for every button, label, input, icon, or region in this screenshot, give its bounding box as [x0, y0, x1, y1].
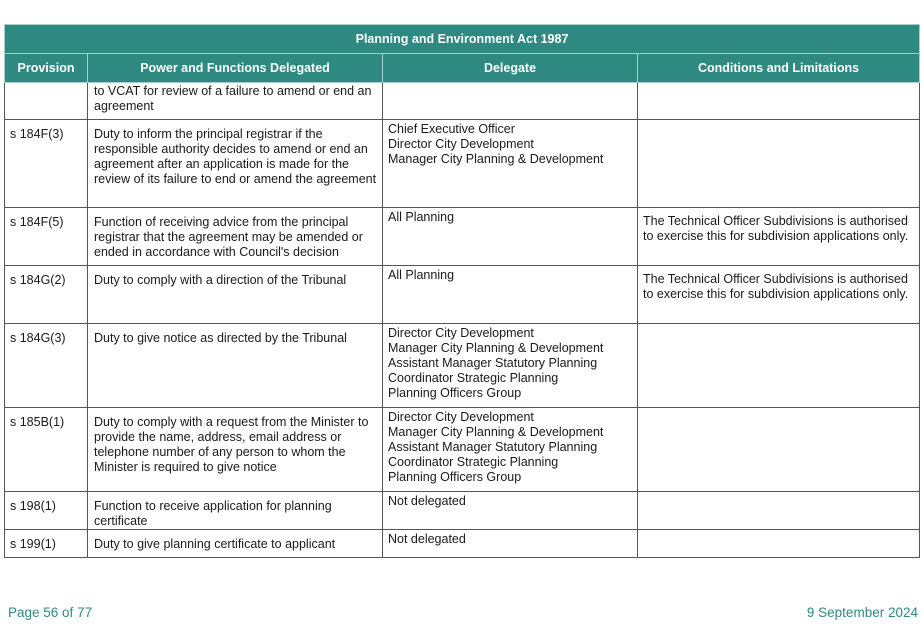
delegate-item: Planning Officers Group	[388, 386, 522, 400]
table-row	[5, 120, 920, 208]
delegate-item: Planning Officers Group	[388, 470, 522, 484]
delegate-item: Director City Development	[388, 410, 534, 424]
conditions-cell: The Technical Officer Subdivisions is authorised to exercise this for subdivision applications only.	[638, 266, 920, 324]
delegate-item: Director City Development	[388, 326, 534, 340]
table-row	[5, 408, 920, 492]
power-cell: Duty to comply with a direction of the Tribunal	[88, 266, 383, 324]
delegate-item: Not delegated	[388, 494, 466, 508]
table-row	[5, 208, 920, 266]
column-header-power: Power and Functions Delegated	[88, 54, 383, 83]
table-title: Planning and Environment Act 1987	[5, 25, 920, 54]
table-row	[5, 530, 920, 558]
table-row	[5, 492, 920, 530]
provision-cell: s 185B(1)	[5, 408, 88, 492]
delegate-item: Assistant Manager Statutory Planning	[388, 440, 598, 454]
table-row	[5, 324, 920, 408]
delegate-item: All Planning	[388, 210, 455, 224]
delegate-item: Coordinator Strategic Planning	[388, 371, 559, 385]
delegation-table	[4, 24, 920, 558]
provision-cell: s 199(1)	[5, 530, 88, 558]
delegate-item: Manager City Planning & Development	[388, 152, 604, 166]
conditions-cell	[638, 408, 920, 492]
delegate-item: Coordinator Strategic Planning	[388, 455, 559, 469]
delegate-cell	[383, 83, 638, 120]
power-cell: to VCAT for review of a failure to amend or end an agreement	[88, 83, 383, 120]
power-cell: Duty to comply with a request from the Minister to provide the name, address, email address or telephone number of any person to whom the Minister is required to give notice	[88, 408, 383, 492]
column-header-delegate: Delegate	[383, 54, 638, 83]
document-date: 9 September 2024	[806, 605, 918, 620]
provision-cell: s 184G(2)	[5, 266, 88, 324]
provision-cell: s 184F(5)	[5, 208, 88, 266]
delegate-cell	[383, 408, 638, 492]
conditions-cell	[638, 324, 920, 408]
power-cell: Duty to inform the principal registrar if the responsible authority decides to amend or end an agreement after an application is made for the review of its failure to end or amend the agreement	[88, 120, 383, 208]
provision-cell: s 198(1)	[5, 492, 88, 530]
delegate-cell	[383, 120, 638, 208]
delegate-cell	[383, 492, 638, 530]
power-cell: Function of receiving advice from the principal registrar that the agreement may be amended or ended in accordance with Council's decision	[88, 208, 383, 266]
provision-cell: s 184G(3)	[5, 324, 88, 408]
conditions-cell	[638, 492, 920, 530]
column-header-provision: Provision	[5, 54, 88, 83]
power-cell: Duty to give notice as directed by the Tribunal	[88, 324, 383, 408]
conditions-cell: The Technical Officer Subdivisions is authorised to exercise this for subdivision applications only.	[638, 208, 920, 266]
delegate-cell	[383, 208, 638, 266]
column-header-conditions: Conditions and Limitations	[638, 54, 920, 83]
delegate-item: All Planning	[388, 268, 455, 282]
delegate-cell	[383, 266, 638, 324]
page-number: Page 56 of 77	[8, 605, 93, 620]
provision-cell	[5, 83, 88, 120]
conditions-cell	[638, 83, 920, 120]
delegate-cell	[383, 324, 638, 408]
delegate-cell	[383, 530, 638, 558]
provision-cell: s 184F(3)	[5, 120, 88, 208]
power-cell: Function to receive application for planning certificate	[88, 492, 383, 530]
delegate-item: Manager City Planning & Development	[388, 425, 604, 439]
delegate-item: Assistant Manager Statutory Planning	[388, 356, 598, 370]
conditions-cell	[638, 120, 920, 208]
conditions-cell	[638, 530, 920, 558]
delegate-item: Director City Development	[388, 137, 534, 151]
table-row	[5, 83, 920, 120]
delegate-item: Manager City Planning & Development	[388, 341, 604, 355]
table-row	[5, 266, 920, 324]
power-cell: Duty to give planning certificate to applicant	[88, 530, 383, 558]
delegate-item: Not delegated	[388, 532, 466, 546]
delegate-item: Chief Executive Officer	[388, 122, 515, 136]
